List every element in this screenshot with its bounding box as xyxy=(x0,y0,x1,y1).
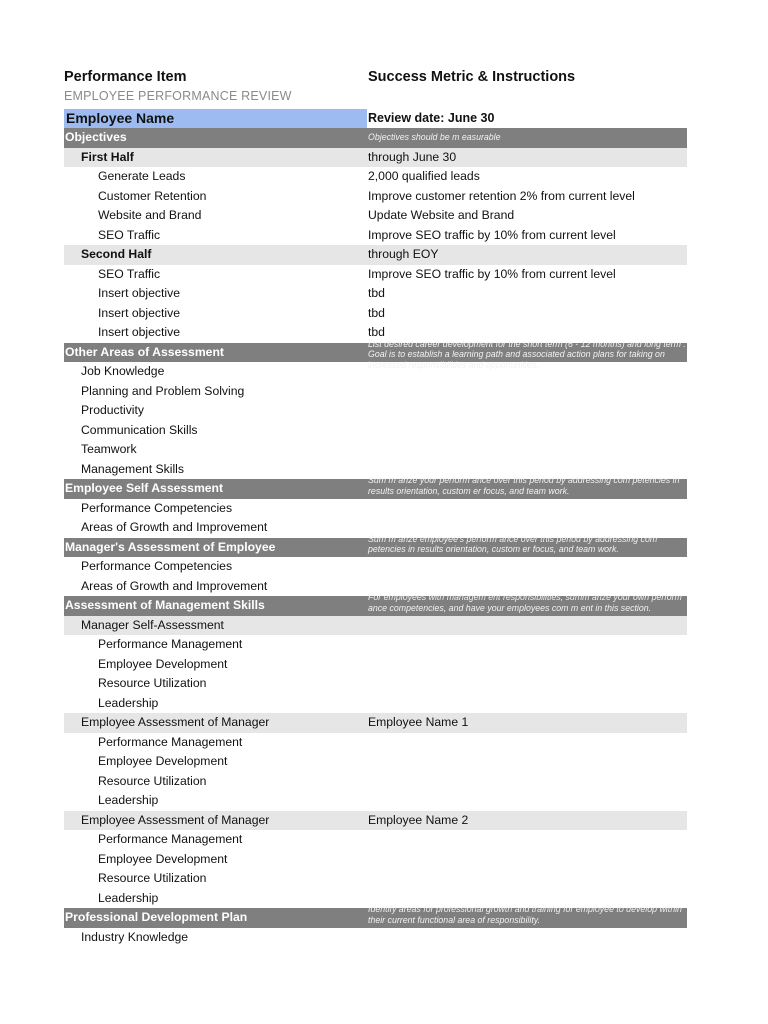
performance-item-label: Generate Leads xyxy=(98,169,186,183)
item-row[interactable] xyxy=(64,206,687,226)
section-title: Professional Development Plan xyxy=(65,910,248,924)
section-title: Employee Self Assessment xyxy=(65,481,224,495)
section-instructions: For employees with managem ent responsibilities, summ arize your own perform ance competencies, and have your employees com m ent in this section. xyxy=(368,592,682,613)
group-row[interactable] xyxy=(64,148,687,168)
performance-item-label: Communication Skills xyxy=(81,422,198,437)
section-title: Objectives xyxy=(65,130,127,144)
performance-item-label: Management Skills xyxy=(81,461,184,476)
performance-item-label: Industry Knowledge xyxy=(81,929,189,944)
success-metric-value: Employee Name 2 xyxy=(368,812,469,827)
section-instructions: Sum m arize employee's perform ance over this period by addressing com petencies in results orientation, custom er focus, and team work. xyxy=(368,533,658,554)
section-header-row[interactable] xyxy=(64,533,687,558)
performance-item-label: Customer Retention xyxy=(98,188,207,203)
success-metric-header: Success Metric & Instructions xyxy=(368,69,576,85)
success-metric-value: Improve SEO traffic by 10% from current level xyxy=(368,227,616,242)
group-row[interactable] xyxy=(64,713,687,733)
section-title: Assessment of Management Skills xyxy=(65,598,265,612)
item-row[interactable] xyxy=(64,401,687,421)
item-row[interactable] xyxy=(64,362,687,382)
item-row[interactable] xyxy=(64,674,687,694)
success-metric-value: 2,000 qualified leads xyxy=(368,169,480,183)
group-row[interactable] xyxy=(64,245,687,265)
performance-item-label: Employee Development xyxy=(98,851,228,866)
performance-item-label: Resource Utilization xyxy=(98,871,207,885)
document-subtitle: EMPLOYEE PERFORMANCE REVIEW xyxy=(64,89,292,103)
section-header-row[interactable] xyxy=(64,592,687,616)
performance-item-label: Planning and Problem Solving xyxy=(81,383,245,398)
item-row[interactable] xyxy=(64,499,687,519)
item-row[interactable] xyxy=(64,440,687,460)
performance-item-label: Employee Development xyxy=(98,754,228,768)
performance-item-label: Insert objective xyxy=(98,286,180,300)
success-metric-value: tbd xyxy=(368,325,385,339)
item-row[interactable] xyxy=(64,850,687,870)
performance-item-label: Resource Utilization xyxy=(98,773,207,788)
performance-item-header: Performance Item xyxy=(64,69,187,85)
section-title: Manager's Assessment of Employee xyxy=(65,539,276,554)
review-table xyxy=(64,128,687,947)
item-row[interactable] xyxy=(64,421,687,441)
success-metric-value: through June 30 xyxy=(368,149,457,164)
performance-item-label: First Half xyxy=(81,149,134,164)
performance-item-label: Productivity xyxy=(81,403,144,417)
item-row[interactable] xyxy=(64,830,687,850)
performance-item-label: Job Knowledge xyxy=(81,364,165,378)
success-metric-value: through EOY xyxy=(368,247,439,261)
performance-item-label: Performance Management xyxy=(98,832,243,846)
performance-item-label: Performance Management xyxy=(98,734,243,749)
item-row[interactable] xyxy=(64,635,687,655)
item-row[interactable] xyxy=(64,772,687,792)
performance-item-label: Leadership xyxy=(98,793,159,807)
performance-item-label: Insert objective xyxy=(98,305,180,320)
performance-item-label: Areas of Growth and Improvement xyxy=(81,520,268,534)
item-row[interactable] xyxy=(64,791,687,811)
item-row[interactable] xyxy=(64,226,687,246)
performance-item-label: Employee Assessment of Manager xyxy=(81,812,270,827)
performance-item-label: Performance Competencies xyxy=(81,559,233,573)
performance-item-label: Leadership xyxy=(98,695,159,710)
success-metric-value: tbd xyxy=(368,305,385,320)
section-header-row[interactable] xyxy=(64,338,687,370)
section-instructions: Objectives should be m easurable xyxy=(368,132,501,142)
section-instructions: Identify areas for professional growth and training for employee to develop within their current functional area of responsibility. xyxy=(368,904,682,925)
performance-item-label: Employee Development xyxy=(98,656,228,671)
item-row[interactable] xyxy=(64,928,687,948)
performance-item-label: Second Half xyxy=(81,247,152,261)
item-row[interactable] xyxy=(64,265,687,285)
success-metric-value: Update Website and Brand xyxy=(368,208,515,222)
section-instructions: List desired career development for the short term (6 - 12 months) and long term . Goal is to establish a learning path and associated action plans for taking on increased responsibilities and opportunities. xyxy=(368,338,686,370)
success-metric-value: Improve SEO traffic by 10% from current level xyxy=(368,266,616,281)
item-row[interactable] xyxy=(64,304,687,324)
group-row[interactable] xyxy=(64,616,687,636)
review-date: Review date: June 30 xyxy=(368,111,495,125)
success-metric-value: tbd xyxy=(368,286,385,300)
performance-item-label: Manager Self-Assessment xyxy=(81,617,224,632)
section-header-row[interactable] xyxy=(64,128,687,148)
section-header-row[interactable] xyxy=(64,475,687,499)
employee-name-cell[interactable]: Employee Name xyxy=(64,109,367,128)
performance-item-label: Leadership xyxy=(98,890,159,905)
item-row[interactable] xyxy=(64,733,687,753)
section-title: Other Areas of Assessment xyxy=(65,344,224,359)
item-row[interactable] xyxy=(64,382,687,402)
section-instructions: Sum m arize your perform ance over this period by addressing com petencies in results orientation, custom er focus, and team work. xyxy=(368,475,680,496)
item-row[interactable] xyxy=(64,694,687,714)
performance-item-label: SEO Traffic xyxy=(98,227,161,242)
performance-item-label: Performance Management xyxy=(98,637,243,651)
item-row[interactable] xyxy=(64,284,687,304)
item-row[interactable] xyxy=(64,752,687,772)
performance-item-label: Performance Competencies xyxy=(81,500,233,515)
group-row[interactable] xyxy=(64,811,687,831)
item-row[interactable] xyxy=(64,655,687,675)
item-row[interactable] xyxy=(64,869,687,889)
success-metric-value: Employee Name 1 xyxy=(368,715,469,729)
performance-item-label: Employee Assessment of Manager xyxy=(81,715,270,729)
item-row[interactable] xyxy=(64,557,687,577)
success-metric-value: Improve customer retention 2% from current level xyxy=(368,188,635,203)
item-row[interactable] xyxy=(64,187,687,207)
performance-item-label: Areas of Growth and Improvement xyxy=(81,578,268,593)
performance-item-label: Website and Brand xyxy=(98,208,202,222)
item-row[interactable] xyxy=(64,167,687,187)
performance-item-label: Teamwork xyxy=(81,442,137,456)
performance-item-label: SEO Traffic xyxy=(98,266,161,281)
section-header-row[interactable] xyxy=(64,904,687,928)
performance-item-label: Insert objective xyxy=(98,325,180,339)
performance-item-label: Resource Utilization xyxy=(98,676,207,690)
